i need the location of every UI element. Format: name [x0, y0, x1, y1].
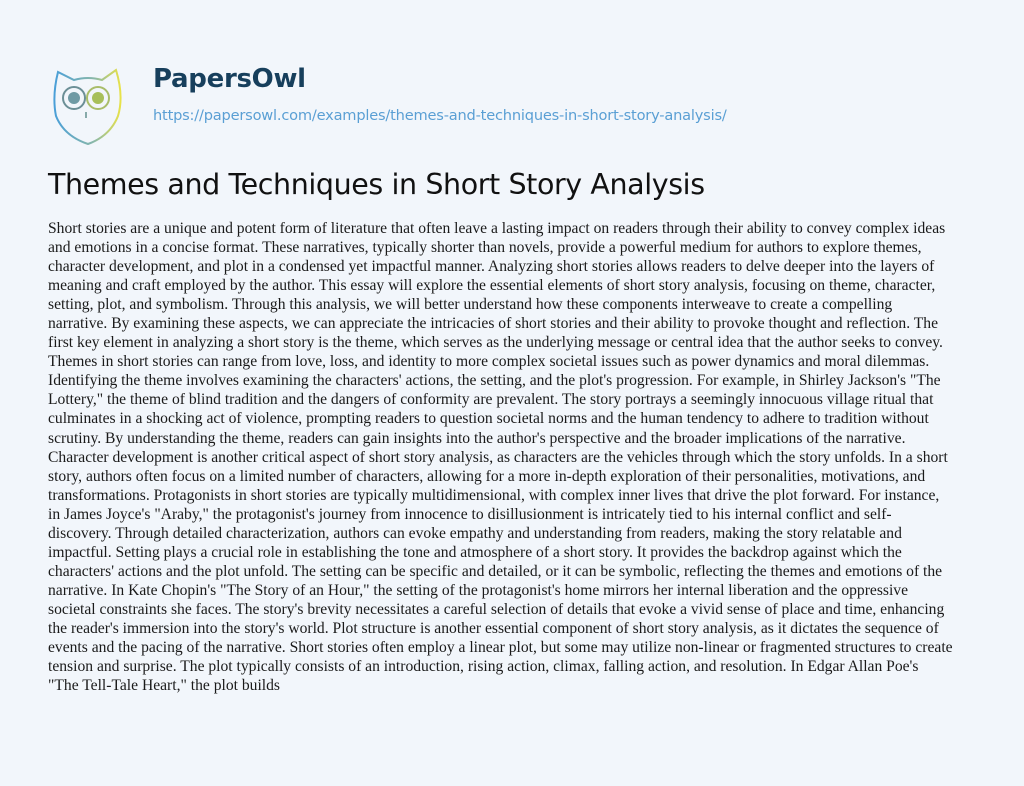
text-line: Themes in short stories can range from love, loss, and identity to more complex societal issues such as power dynamics and moral dilemmas. [48, 353, 930, 371]
text-line: culminates in a shocking act of violence, prompting readers to question societal norms and the human tendency to adhere to tradition without [48, 410, 929, 428]
text-line: Lottery," the theme of blind tradition and the dangers of conformity are prevalent. The story portrays a seemingly innocuous village ritual that [48, 391, 934, 409]
text-line: narrative. In Kate Chopin's "The Story of an Hour," the setting of the protagonist's home mirrors her internal liberation and the oppressive [48, 581, 909, 599]
text-line: impactful. Setting plays a crucial role in establishing the tone and atmosphere of a short story. It provides the backdrop against which the [48, 543, 902, 561]
brand-name: PapersOwl [153, 64, 306, 94]
text-line: and emotions in a concise format. These narratives, typically shorter than novels, provide a powerful medium for authors to explore themes, [48, 239, 922, 257]
text-line: narrative. By examining these aspects, we can appreciate the intricacies of short stories and their ability to provoke thought and reflection. The [48, 315, 938, 333]
text-line: character development, and plot in a condensed yet impactful manner. Analyzing short stories allows readers to delve deeper into the layers of [48, 258, 935, 276]
text-line: meaning and craft employed by the author. This essay will explore the essential elements of short story analysis, focusing on theme, character, [48, 277, 936, 295]
text-line: the reader's immersion into the story's world. Plot structure is another essential component of short story analysis, as it dictates the sequence of [48, 619, 939, 637]
page-title: Themes and Techniques in Short Story Analysis [48, 168, 705, 201]
text-line: in James Joyce's "Araby," the protagonist's journey from innocence to disillusionment is intricately tied to his internal conflict and self- [48, 505, 892, 523]
text-line: discovery. Through detailed characterization, authors can evoke empathy and understanding from readers, making the story relatable and [48, 524, 902, 542]
text-line: events and the pacing of the narrative. Short stories often employ a linear plot, but some may utilize non-linear or fragmented structures to create [48, 639, 953, 657]
text-line: Short stories are a unique and potent form of literature that often leave a lasting impact on readers through their ability to convey complex ideas [48, 220, 946, 237]
text-line: Character development is another critical aspect of short story analysis, as characters are the vehicles through which the story unfolds. In a short [48, 448, 948, 466]
text-line: first key element in analyzing a short story is the theme, which serves as the underlying message or central idea that the author seeks to convey. [48, 334, 943, 352]
text-line: scrutiny. By understanding the theme, readers can gain insights into the author's perspective and the broader implications of the narrative. [48, 429, 906, 447]
text-line: characters' actions and the plot unfold. The setting can be specific and detailed, or it can be symbolic, reflecting the themes and emotions of the [48, 562, 943, 580]
text-line: societal constraints she faces. The story's brevity necessitates a careful selection of details that evoke a vivid sense of place and time, enhancing [48, 600, 945, 618]
text-line: setting, plot, and symbolism. Through this analysis, we will better understand how these components interweave to create a compelling [48, 296, 893, 314]
text-line: transformations. Protagonists in short stories are typically multidimensional, with complex inner lives that drive the plot forward. For instance, [48, 486, 940, 504]
article-body [48, 219, 988, 695]
owl-logo-icon [50, 66, 126, 146]
text-line: story, authors often focus on a limited number of characters, allowing for a more in-depth exploration of their personalities, motivations, and [48, 467, 926, 485]
text-line: tension and surprise. The plot typically consists of an introduction, rising action, climax, falling action, and resolution. In Edgar Allan Poe's [48, 658, 919, 676]
article-url-link[interactable]: https://papersowl.com/examples/themes-and-techniques-in-short-story-analysis/ [153, 107, 727, 124]
text-line: "The Tell-Tale Heart," the plot builds [48, 677, 280, 695]
text-line: Identifying the theme involves examining the characters' actions, the setting, and the plot's progression. For example, in Shirley Jackson's "The [48, 372, 941, 390]
